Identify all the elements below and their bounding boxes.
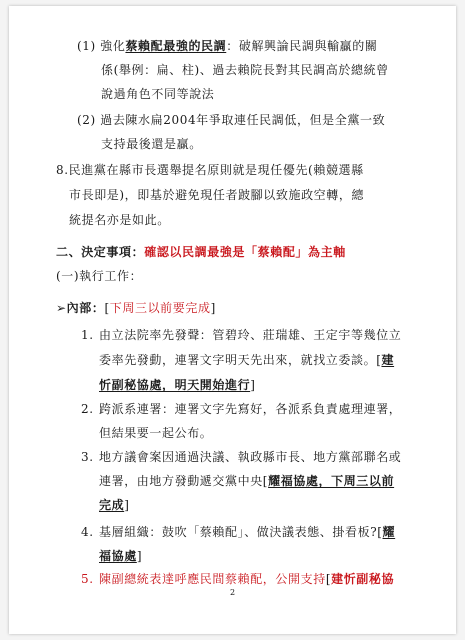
item-8-number: 8. (56, 163, 69, 177)
task-4-owner-start: 耀 (382, 525, 396, 539)
task-1-line-2-text: 委率先發動，連署文字明天先出來，就找立委談。[ (99, 353, 382, 367)
internal-note-open: [ (104, 301, 110, 315)
task-4-owner: 福協處 (99, 549, 137, 563)
sub-item-2-line-1: 過去陳水扁2004年爭取連任民調低，但是全黨一致 (100, 113, 386, 127)
sub-item-1-number: (1) (77, 39, 96, 53)
task-5-line-1: 陳副總統表達呼應民間蔡賴配，公開支持 (99, 572, 326, 586)
sub-item-1-text-a: 強化 (100, 39, 126, 53)
task-3-line-3 (99, 494, 130, 518)
task-3-line-2-text: 連署，由地方發動遞交黨中央[ (99, 474, 269, 488)
task-4-number: 4. (81, 525, 94, 539)
task-1 (81, 324, 401, 348)
task-3-owner: 耀福協處 (268, 474, 319, 488)
task-5-owner: 建忻副秘協 (331, 572, 395, 586)
internal-note: 下周三以前要完成 (109, 301, 211, 315)
internal-label: 內部： (66, 301, 105, 315)
task-1-number: 1. (81, 328, 94, 342)
task-5-bracket-open: [ (325, 572, 332, 586)
task-1-line-2 (99, 349, 394, 373)
task-1-bracket-close: ] (250, 378, 256, 392)
task-2-line-1: 跨派系連署：連署文字先寫好，各派系負責處理連署， (99, 402, 402, 416)
item-8 (56, 159, 364, 183)
task-2-line-2: 但結果要一起公布。 (99, 426, 213, 440)
task-4-line-1: 基層組織：鼓吹「蔡賴配」、做決議表態、掛看板?[ (99, 525, 383, 539)
task-3-number: 3. (81, 450, 94, 464)
sub-item-2-number: (2) (77, 113, 96, 127)
task-1-owner-start: 建 (381, 353, 395, 367)
sub-item-1-line-3: 說過角色不同等說法 (101, 87, 215, 101)
task-5-number: 5. (81, 572, 94, 586)
arrow-bullet-icon: ➢ (56, 301, 67, 315)
task-1-line-1: 由立法院率先發聲：管碧玲、莊瑞雄、王定宇等幾位立 (99, 328, 402, 342)
task-2-number: 2. (81, 402, 94, 416)
task-3 (81, 446, 401, 470)
task-3-deadline-end: 完成 (99, 498, 125, 512)
task-2 (81, 398, 401, 422)
internal-heading (56, 297, 216, 321)
item-8-line-2: 市長即是)，即基於避免現任者跛腳以致施政空轉，總 (69, 188, 365, 202)
section-2-title: 決定事項： (81, 245, 145, 259)
document-page (9, 6, 456, 634)
task-3-line-2 (99, 470, 394, 494)
task-1-line-3 (99, 374, 256, 398)
sub-item-2 (77, 109, 385, 133)
task-1-owner: 忻副秘協處，明天開始進行 (99, 378, 251, 392)
task-3-bracket-close: ] (124, 498, 130, 512)
execution-label: (一)執行工作： (56, 269, 143, 283)
task-3-line-1: 地方議會案因通過決議、執政縣市長、地方黨部聯名或 (99, 450, 402, 464)
section-2-label: 二、 (56, 245, 82, 259)
task-4-bracket-close: ] (136, 549, 143, 563)
sub-item-1-line-2: 係(舉例：扁、柱)、過去賴院長對其民調高於總統曾 (101, 63, 389, 77)
item-8-line-1: 民進黨在縣市長選舉提名原則就是現任優先(賴競選縣 (68, 163, 364, 177)
sub-item-1 (77, 35, 377, 59)
section-2-highlight: 確認以民調最強是「蔡賴配」為主軸 (144, 245, 346, 259)
sub-item-1-emphasis: 蔡賴配最強的民調 (125, 39, 227, 53)
sub-item-2-line-2: 支持最後還是贏。 (101, 137, 202, 151)
task-3-deadline: ，下周三以前 (318, 474, 395, 488)
internal-note-close: ] (210, 301, 216, 315)
section-2-heading (56, 241, 346, 265)
task-4-line-2 (99, 545, 142, 569)
sub-item-1-text-b: ：破解興論民調與輸贏的關 (226, 39, 378, 53)
task-4 (81, 521, 395, 545)
page-number: 2 (229, 588, 236, 597)
item-8-line-3: 統提名亦是如此。 (69, 213, 170, 227)
